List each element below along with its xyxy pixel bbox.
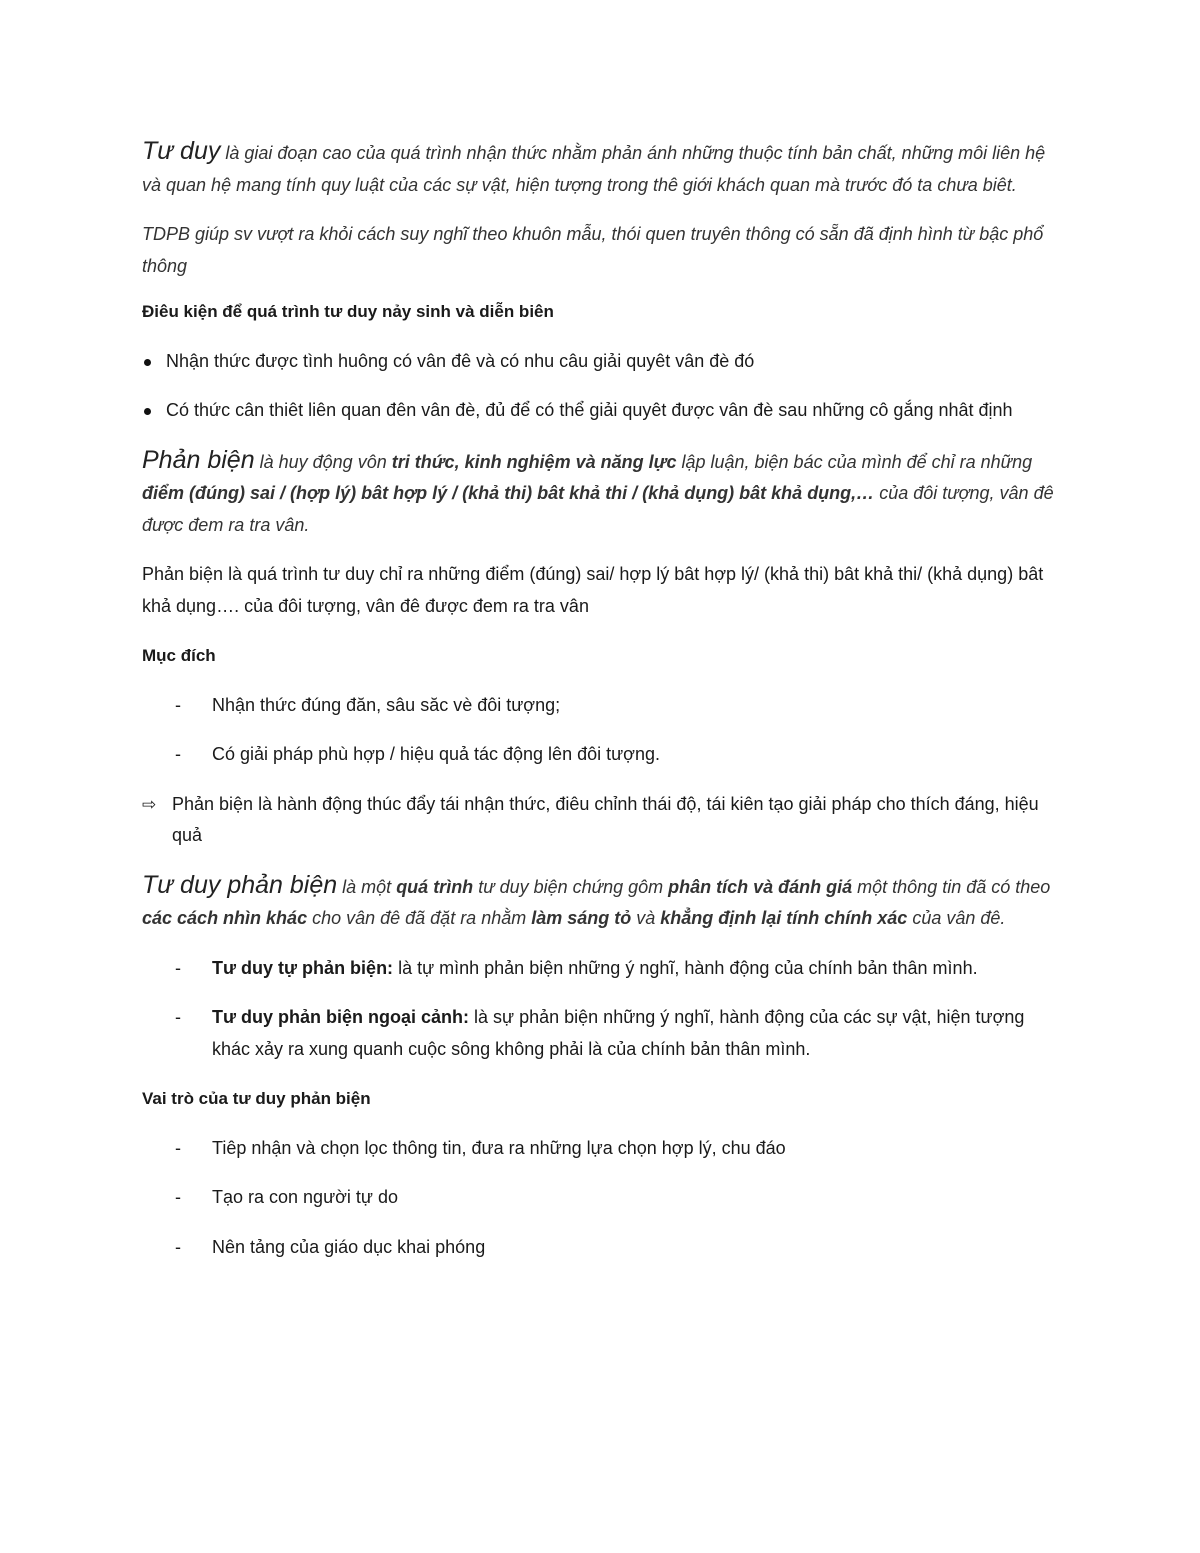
- conclusion-text: Phản biện là hành động thúc đẩy tái nhận thức, điêu chỉnh thái độ, tái kiên tạo giải pháp cho thích đáng, hiệu quả: [172, 793, 1039, 845]
- bullet-icon: [144, 359, 151, 366]
- type-label: Tư duy tự phản biện:: [212, 957, 394, 978]
- list-item-text: Có thức cân thiêt liên quan đên vân đè, đủ để có thể giải quyêt được vân đè sau những cô gắng nhât định: [166, 400, 1013, 420]
- text-span: một thông tin đã có theo: [852, 876, 1051, 897]
- purpose-heading: Mục đích: [142, 646, 216, 665]
- list-item: [142, 953, 1057, 985]
- list-item: [142, 1182, 1057, 1214]
- term-thinking: Tư duy: [142, 137, 221, 165]
- critique-plain: Phản biện là quá trình tư duy chỉ ra những điểm (đúng) sai/ hợp lý bât hợp lý/ (khả thi) bât khả thi/ (khả dụng) bât khả dụng…. của đôi tượng, vân đê được đem ra tra vân: [142, 564, 1044, 616]
- text-span: của đôi tượng, vân đê được đem ra tra vân.: [142, 483, 1054, 535]
- type-label: Tư duy phản biện ngoại cảnh:: [212, 1007, 470, 1027]
- text-span: lập luận, biện bác của mình để chỉ ra những: [676, 451, 1033, 472]
- dash-marker: -: [175, 957, 181, 978]
- definition-critical-thinking: [142, 870, 1057, 935]
- bullet-icon: [144, 408, 151, 415]
- bold-span: phân tích và đánh giá: [668, 876, 853, 897]
- list-item: [142, 395, 1057, 427]
- dash-marker: -: [175, 744, 181, 764]
- dash-marker: -: [175, 1187, 181, 1207]
- list-item: [142, 1002, 1057, 1065]
- term-critical-thinking: Tư duy phản biện: [142, 870, 338, 899]
- document-body: [142, 136, 1057, 1281]
- list-item-text: là sự phản biện những ý nghĩ, hành động của các sự vật, hiện tượng khác xảy ra xung quanh cuộc sông không phải là của chính bản thân mình.: [212, 1007, 1025, 1059]
- list-item-text: Có giải pháp phù hợp / hiệu quả tác động lên đôi tượng.: [212, 744, 660, 764]
- list-item-text: Nhận thức đúng đăn, sâu săc vè đôi tượng;: [212, 694, 561, 715]
- list-item-text: Nên tảng của giáo dục khai phóng: [212, 1236, 486, 1257]
- text-span: là huy động vôn: [254, 451, 392, 472]
- arrow-right-icon: ⇨: [142, 794, 157, 814]
- bold-span: tri thức, kinh nghiệm và năng lực: [391, 451, 677, 472]
- list-item-text: là tự mình phản biện những ý nghĩ, hành động của chính bản thân mình.: [393, 957, 978, 978]
- list-item: [142, 346, 1057, 378]
- role-heading: Vai trò của tư duy phản biện: [142, 1089, 371, 1108]
- conditions-heading: Điêu kiện để quá trình tư duy nảy sinh và diễn biên: [142, 302, 554, 321]
- dash-marker: -: [175, 1236, 181, 1257]
- bold-span: làm sáng tỏ: [531, 908, 632, 928]
- conclusion: [142, 789, 1057, 852]
- text-span: của vân đê.: [907, 908, 1006, 928]
- bold-span: các cách nhìn khác: [142, 908, 308, 928]
- term-critique: Phản biện: [142, 445, 255, 474]
- list-item: [142, 1133, 1057, 1165]
- dash-marker: -: [175, 694, 181, 715]
- tdpb-note: TDPB giúp sv vượt ra khỏi cách suy nghĩ theo khuôn mẫu, thói quen truyên thông có sẵn đã định hình từ bậc phổ thông: [142, 224, 1044, 276]
- list-item: [142, 739, 1057, 771]
- dash-marker: -: [175, 1007, 181, 1027]
- text-span: cho vân đê đã đặt ra nhằm: [307, 908, 532, 928]
- list-item-text: Tạo ra con người tự do: [212, 1187, 398, 1207]
- dash-marker: -: [175, 1137, 181, 1158]
- text-span: là một: [337, 876, 397, 897]
- list-item: [142, 690, 1057, 722]
- definition-critique: [142, 445, 1057, 542]
- definition-thinking: [142, 136, 1057, 201]
- bold-span: khẳng định lại tính chính xác: [660, 908, 908, 928]
- list-item-text: Nhận thức được tình huông có vân đê và có nhu câu giải quyêt vân đè đó: [166, 350, 755, 371]
- bold-span: điểm (đúng) sai / (hợp lý) bât hợp lý / (khả thi) bât khả thi / (khả dụng) bât khả dụng,…: [142, 483, 875, 503]
- list-item: [142, 1232, 1057, 1264]
- definition-thinking-text: là giai đoạn cao của quá trình nhận thức nhằm phản ánh những thuộc tính bản chất, những môi liên hệ và quan hệ mang tính quy luật của các sự vật, hiện tượng trong thê giới khách quan mà trước đó ta chưa biêt.: [142, 143, 1046, 195]
- list-item-text: Tiêp nhận và chọn lọc thông tin, đưa ra những lựa chọn hợp lý, chu đáo: [212, 1137, 786, 1158]
- text-span: tư duy biện chứng gôm: [473, 876, 669, 897]
- text-span: và: [631, 908, 661, 928]
- bold-span: quá trình: [396, 876, 474, 897]
